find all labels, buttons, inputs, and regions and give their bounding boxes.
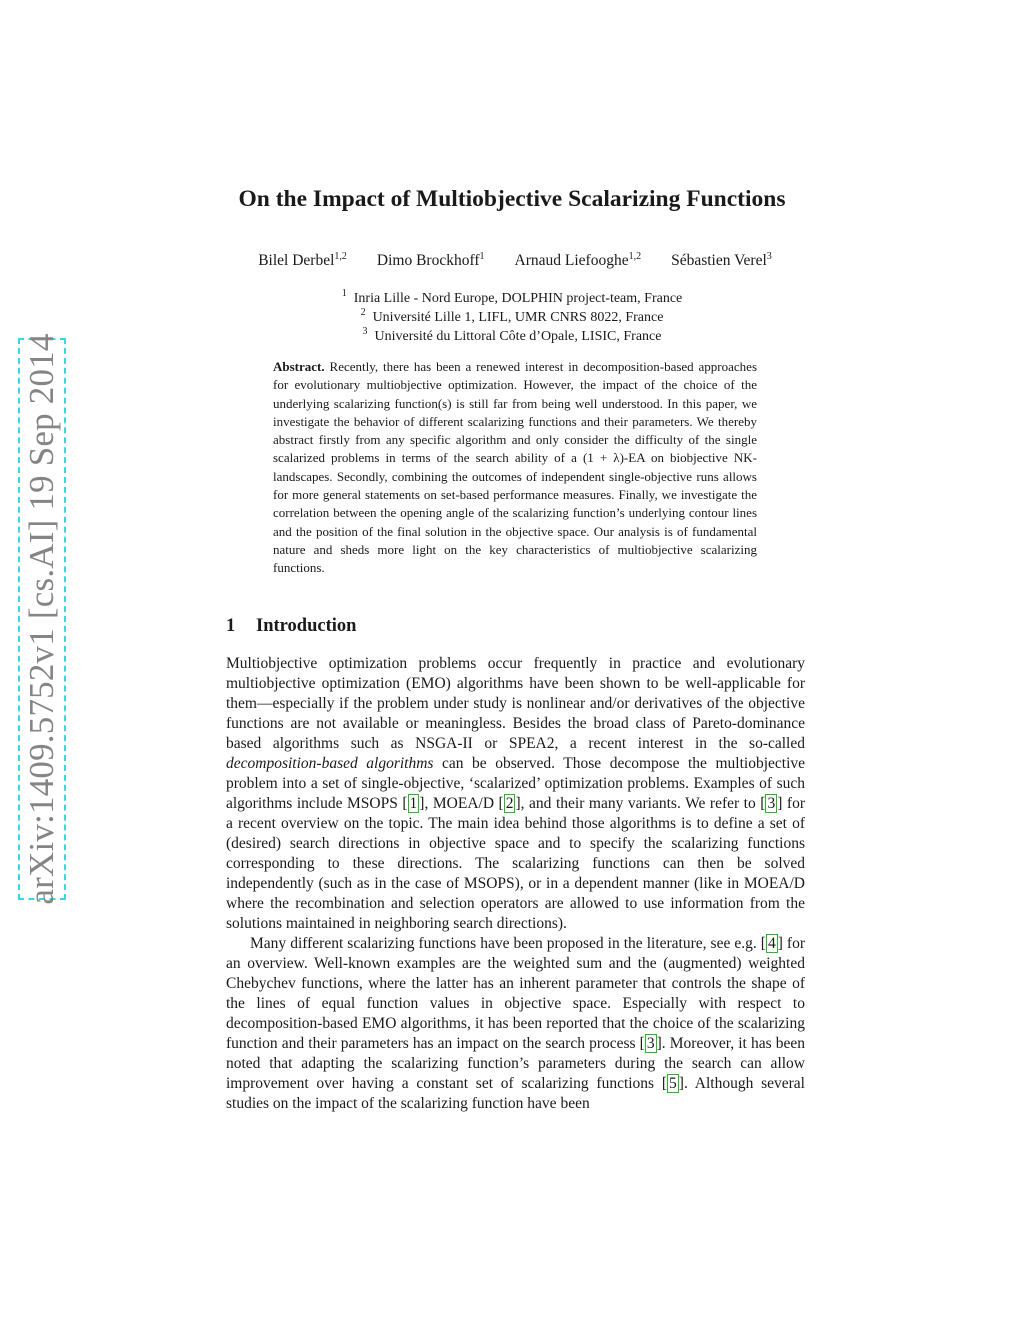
math-expression: (1 + λ) — [582, 450, 624, 466]
author: Arnaud Liefooghe$^{1,2}$ — [514, 251, 642, 269]
abstract-label: Abstract. — [273, 359, 325, 374]
arxiv-identifier: arXiv:1409.5752v1 [cs.AI] 19 Sep 2014 — [22, 333, 61, 905]
citation-link[interactable]: 3 — [646, 1035, 655, 1052]
section-heading — [226, 616, 356, 637]
author: Sébastien Verel$^3$ — [671, 251, 772, 269]
paragraph: Multiobjective optimization problems occur frequently in practice and evolutionary multiobjective optimization (EMO) algorithms have been shown to be well-applicable for them—especially if the problem under study is nonlinear and/or derivatives of the objective functions are not available or meaningless. Besides the broad class of Pareto-dominance based algorithms such as NSGA-II or SPEA2, a recent interest in the so-called decomposition-based algorithms can be observed. Those decompose the multiobjective problem into a set of single-objective, ‘scalarized’ optimization problems. Examples of such algorithms include MSOPS [ 1 ], MOEA/D [ 2 ], and their many variants. We refer to [ 3 ] for a recent overview on the topic. The main idea behind those algorithms is to define a set of (desired) search directions in objective space and to specify the scalarizing functions corresponding to these directions. The scalarizing functions can then be solved independently (such as in the case of MSOPS), or in a dependent manner (like in MOEA/D where the recombination and selection operators are allowed to use information from the solutions maintained in neighboring search directions). — [226, 655, 806, 932]
section-number: 1 — [226, 616, 236, 636]
affiliation: $^2$ Université Lille 1, LIFL, UMR CNRS 8022, France — [360, 307, 664, 325]
paper-title: On the Impact of Multiobjective Scalarizing Functions — [238, 186, 786, 212]
author: Bilel Derbel$^{1,2}$ — [258, 251, 347, 269]
citation-link[interactable]: 4 — [767, 935, 776, 952]
affiliation: $^1$ Inria Lille - Nord Europe, DOLPHIN project-team, France — [341, 288, 683, 306]
abstract: Abstract. Recently, there has been a renewed interest in decomposition-based approaches for evolutionary multiobjective optimization. However, the impact of the choice of the underlying scalarizing function(s) is still far from being well understood. In this paper, we investigate the behavior of different scalarizing functions and their parameters. We thereby abstract firstly from any specific algorithm and only consider the difficulty of the single scalarized problems in terms of the search ability of a (1 + λ)-EA on biobjective NK-landscapes. Secondly, combining the outcomes of independent single-objective runs allows for more general statements on set-based performance measures. Finally, we investigate the correlation between the opening angle of the scalarizing function’s underlying contour lines and the position of the final solution in the objective space. Our analysis is of fundamental nature and sheds more light on the key characteristics of multiobjective scalarizing functions. — [273, 359, 758, 576]
citation-link[interactable]: 5 — [669, 1075, 677, 1092]
affiliation: $^3$ Université du Littoral Côte d’Opale, LISIC, France — [362, 326, 662, 344]
section-title: Introduction — [256, 616, 357, 636]
arxiv-stamp — [18, 333, 66, 905]
citation-link[interactable]: 1 — [409, 795, 418, 812]
citation-link[interactable]: 2 — [505, 795, 514, 812]
author: Dimo Brockhoff$^1$ — [376, 251, 485, 269]
paragraph: Many different scalarizing functions have been proposed in the literature, see e.g. [ 4 ] for an overview. Well-known examples are the weighted sum and the (augmented) weighted Chebychev functions, where the latter has an inherent parameter that controls the shape of the lines of equal function values in objective space. Especially with respect to decomposition-based EMO algorithms, it has been reported that the choice of the scalarizing function and their parameters has an impact on the search process [ 3 ]. Moreover, it has been noted that adapting the scalarizing function’s parameters during the search can allow improvement over having a constant set of scalarizing functions [ 5 ]. Although several studies on the impact of the scalarizing function have been — [226, 935, 805, 1112]
body-text — [226, 654, 805, 1114]
author-list — [0, 252, 1024, 270]
affiliations — [0, 289, 1024, 346]
citation-link[interactable]: 3 — [767, 795, 776, 812]
